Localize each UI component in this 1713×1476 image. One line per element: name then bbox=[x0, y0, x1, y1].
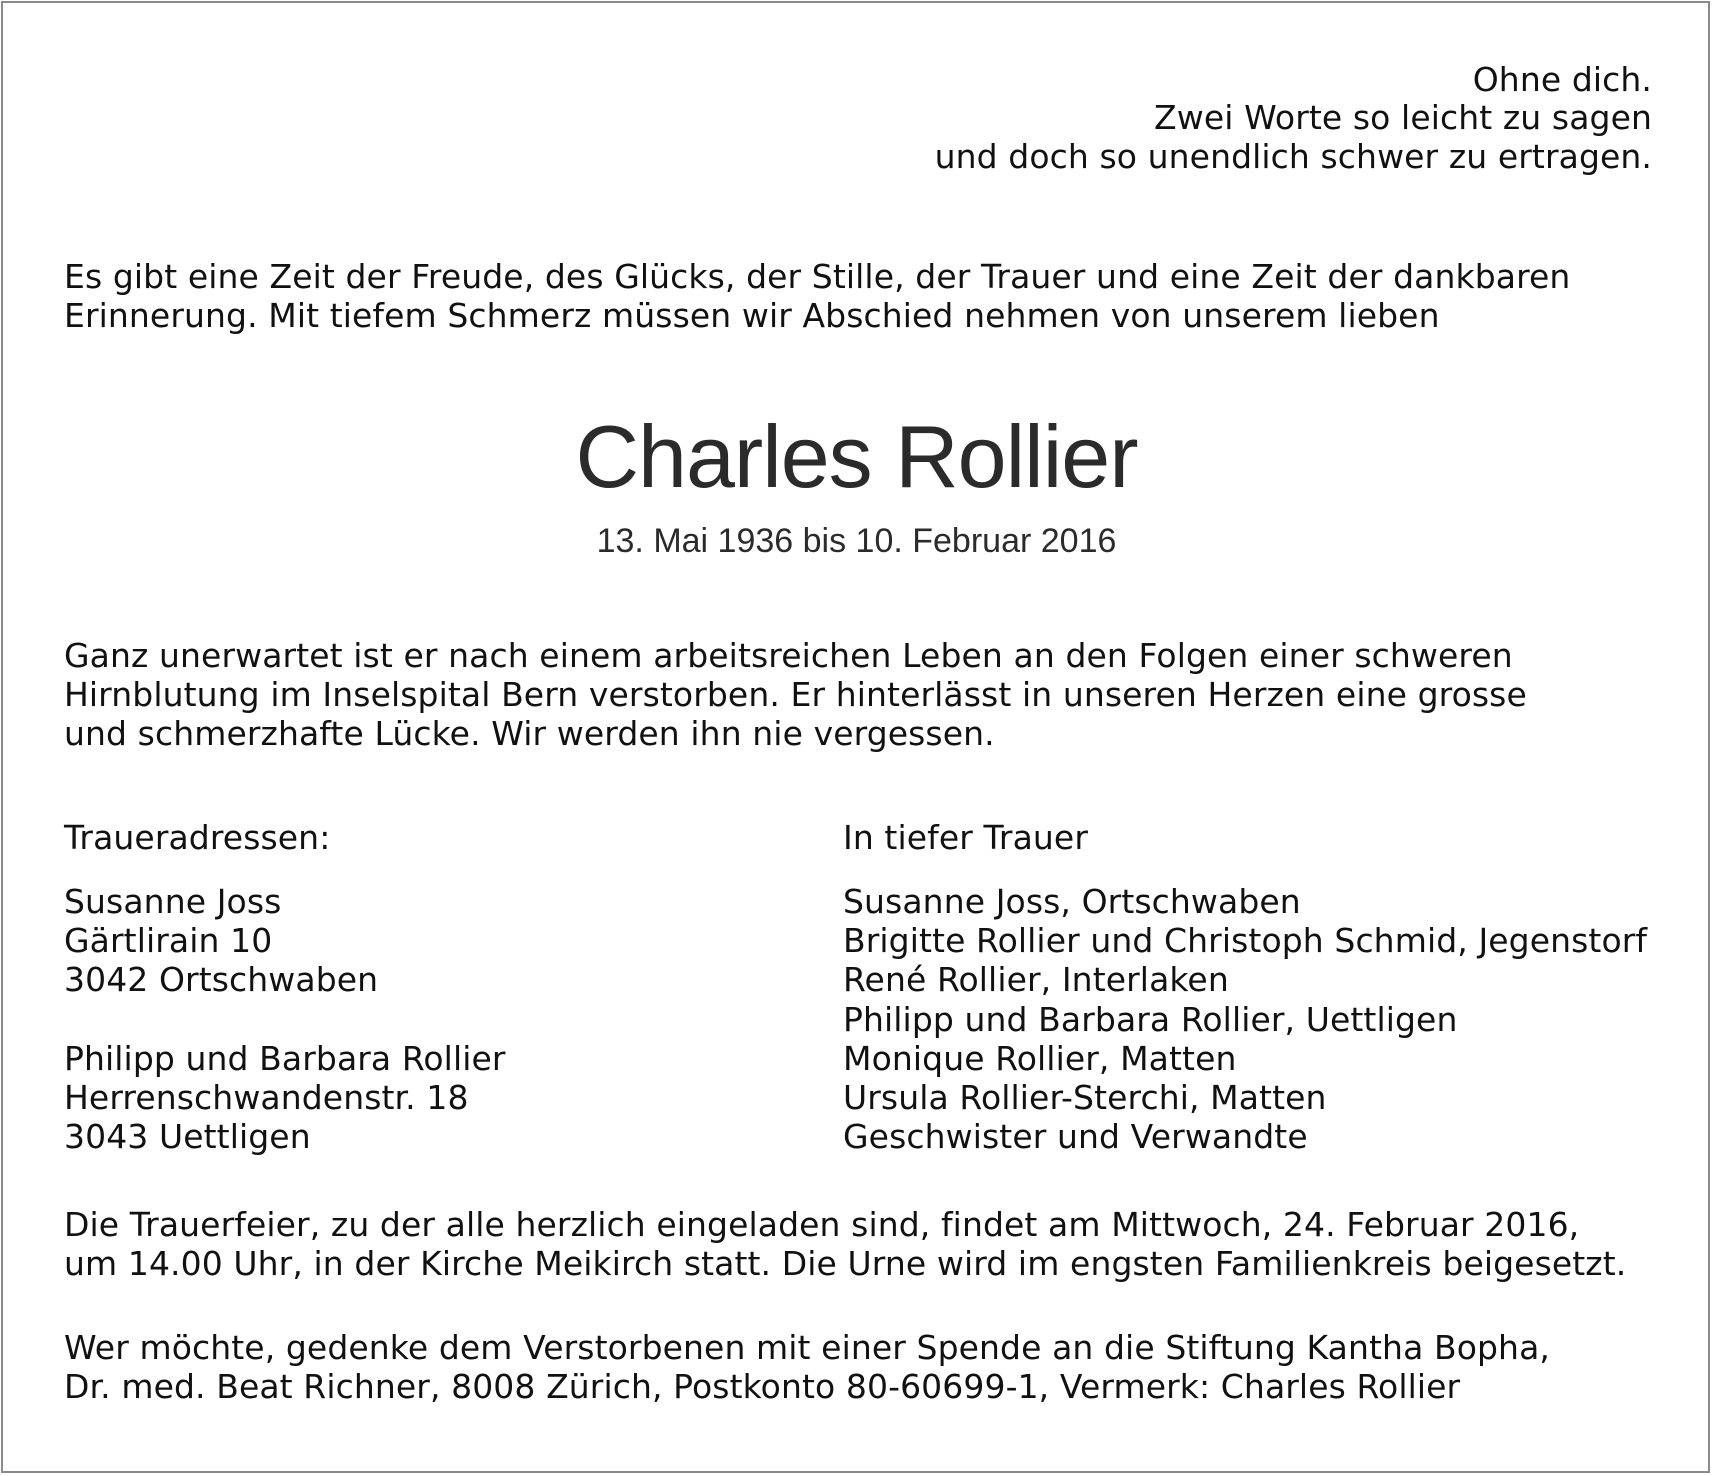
mourner-2: Brigitte Rollier und Christoph Schmid, Jegenstorf bbox=[843, 921, 1648, 960]
intro-line-2: Erinnerung. Mit tiefem Schmerz müssen wir Abschied nehmen von unserem lieben bbox=[64, 296, 1440, 335]
address-1-name: Susanne Joss bbox=[64, 882, 282, 921]
address-2-city: 3043 Uettligen bbox=[64, 1117, 311, 1156]
address-2-street: Herrenschwandenstr. 18 bbox=[64, 1078, 469, 1117]
donation-line-1: Wer möchte, gedenke dem Verstorbenen mit einer Spende an die Stiftung Kantha Bopha, bbox=[64, 1328, 1550, 1367]
poem-line-1: Ohne dich. bbox=[1472, 60, 1652, 99]
mourner-7: Geschwister und Verwandte bbox=[843, 1117, 1308, 1156]
circumstances-line-1: Ganz unerwartet ist er nach einem arbeitsreichen Leben an den Folgen einer schweren bbox=[64, 636, 1513, 675]
address-1-city: 3042 Ortschwaben bbox=[64, 960, 379, 999]
ceremony-line-2: um 14.00 Uhr, in der Kirche Meikirch statt. Die Urne wird im engsten Familienkreis beigesetzt. bbox=[64, 1244, 1627, 1283]
mourner-4: Philipp und Barbara Rollier, Uettligen bbox=[843, 1000, 1458, 1039]
ceremony-line-1: Die Trauerfeier, zu der alle herzlich eingeladen sind, findet am Mittwoch, 24. Februar 2016, bbox=[64, 1205, 1580, 1244]
intro-line-1: Es gibt eine Zeit der Freude, des Glücks, der Stille, der Trauer und eine Zeit der dankbaren bbox=[64, 257, 1571, 296]
life-dates: 13. Mai 1936 bis 10. Februar 2016 bbox=[596, 522, 1117, 560]
address-1-street: Gärtlirain 10 bbox=[64, 921, 273, 960]
poem-line-3: und doch so unendlich schwer zu ertragen. bbox=[934, 137, 1652, 176]
addresses-heading: Traueradressen: bbox=[64, 818, 331, 857]
poem-line-2: Zwei Worte so leicht zu sagen bbox=[1154, 98, 1652, 137]
mourner-5: Monique Rollier, Matten bbox=[843, 1039, 1237, 1078]
mourner-1: Susanne Joss, Ortschwaben bbox=[843, 882, 1301, 921]
mourner-3: René Rollier, Interlaken bbox=[843, 960, 1229, 999]
address-2-name: Philipp und Barbara Rollier bbox=[64, 1039, 506, 1078]
circumstances-line-2: Hirnblutung im Inselspital Bern verstorben. Er hinterlässt in unseren Herzen eine grosse bbox=[64, 675, 1527, 714]
circumstances-line-3: und schmerzhafte Lücke. Wir werden ihn nie vergessen. bbox=[64, 714, 995, 753]
mourners-heading: In tiefer Trauer bbox=[843, 818, 1089, 857]
deceased-name: Charles Rollier bbox=[575, 407, 1138, 506]
donation-line-2: Dr. med. Beat Richner, 8008 Zürich, Postkonto 80-60699-1, Vermerk: Charles Rollier bbox=[64, 1367, 1461, 1406]
mourner-6: Ursula Rollier-Sterchi, Matten bbox=[843, 1078, 1327, 1117]
